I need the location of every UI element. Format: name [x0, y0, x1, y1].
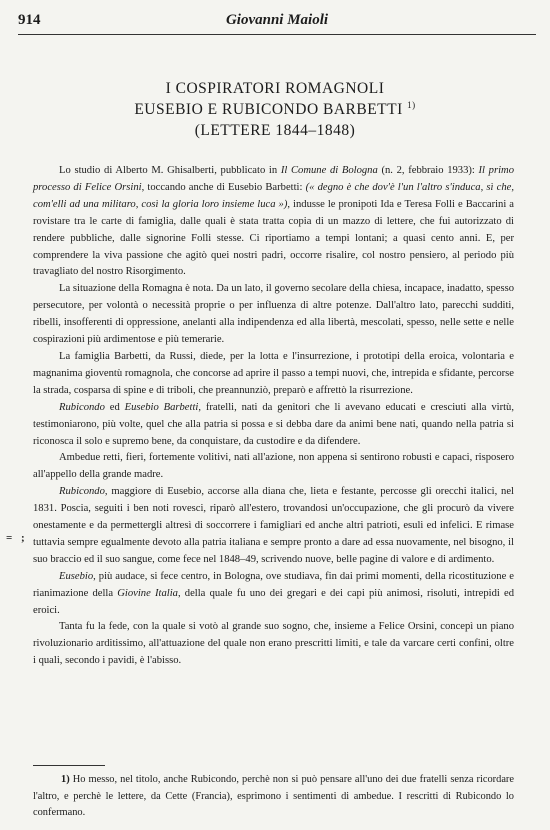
- body-paragraph: [33, 619, 514, 670]
- running-header: [18, 12, 536, 35]
- page-number: 914: [18, 12, 41, 28]
- text-run: La famiglia Barbetti, da Russi, diede, per la lotta e l'insurrezione, i prototipi della eroica, volontaria e magnanima gioventù romagnola, che concorse ad aprire il passo a tempi nuovi, che, intrepida e sfidante, percorse la strada, cosparsa di spine e di triboli, che preannunziò, preparò e affrettò la risurrezione.: [33, 350, 514, 396]
- italic-text-run: Giovine Italia: [117, 587, 178, 599]
- body-paragraph: [33, 281, 514, 349]
- body-paragraph: [33, 163, 514, 281]
- margin-mark: = ;: [6, 532, 28, 544]
- footnote: [33, 772, 514, 822]
- footnote-text: Ho messo, nel titolo, anche Rubicondo, perchè non si può pensare all'uno dei due fratelli senza ricordare l'altro, e perchè le lettere, da Cette (Francia), esprimono i sentimenti di ambedue. I rescritti di Rubicondo lo confermano.: [33, 774, 514, 818]
- article-title-line-2-text: EUSEBIO E RUBICONDO BARBETTI: [134, 101, 403, 119]
- body-paragraph: [33, 484, 514, 569]
- text-run: , della quale fu uno dei gregari e dei capi più animosi, risoluti, intrepidi ed eroici.: [33, 587, 514, 616]
- text-run: La situazione della Romagna è nota. Da un lato, il governo secolare della chiesa, incapace, inadatto, spesso persecutore, per volontà o necessità proprie o per influenza di altre potenze. Dall'altro lato, parecchi sudditi, ribelli, insofferenti di oppressione, anelanti alla indipendenza ed alla libertà, mescolati, spesso, nelle sette e nelle cospirazioni più ardimentose e più temerarie.: [33, 283, 514, 346]
- article-title-line-1: I COSPIRATORI ROMAGNOLI: [165, 80, 385, 97]
- italic-text-run: Il primo processo di Felice Orsini: [33, 165, 514, 193]
- article-body: [33, 163, 514, 670]
- text-run: , maggiore di Eusebio, accorse alla diana che, lieta e festante, percosse gli orecchi italici, nel 1831. Poscia, seguiti i ben noti rovesci, riparò all'estero, trovandosi un'occupazione, che gli procurò da vivere onestamente e da permettergli altresì di soccorrere i famigliari ed anche altri patrioti, esuli ed infelici. E rimase tuttavia sempre egualmente devoto alla patria italiana e sempre pronto a dare ad essa nuovamente, nel bisogno, il suo braccio ed il suo sangue, come fece nel 1848–49, scrivendo nuove, belle pagine di valore e di ardimento.: [33, 486, 514, 565]
- text-run: Tanta fu la fede, con la quale si votò al grande suo sogno, che, insieme a Felice Orsini, concepì un piano rivoluzionario arditissimo, all'attuazione del quale non erano prescritti limiti, e tale da varcare certi confini, oltre i quali, secondo i pavidi, è l'abisso.: [33, 621, 514, 667]
- text-run: (n. 2, febbraio 1933):: [377, 165, 479, 176]
- text-run: , più audace, si fece centro, in Bologna, ove studiava, fin dai primi momenti, della ricostituzione e rianimazione della: [33, 570, 514, 599]
- running-title: Giovanni Maioli: [225, 12, 329, 28]
- text-run: , indusse le pronipoti Ida e Teresa Folli e Baccarini a rovistare tra le carte di famiglia, dalle quali è stata tratta copia di un mazzo di lettere, che fui autorizzato di rendere pubbliche, dalle signorine Folli stesse. Ci riportiamo a tempi lontani; a quasi cento anni. E, per comprendere la viva passione che agitò quei nostri padri, occorre risalire, col nostro pensiero, al periodo più travagliato del nostro Risorgimento.: [33, 198, 514, 278]
- body-paragraph: [33, 349, 514, 400]
- article-title-line-3: (LETTERE 1844–1848): [194, 122, 356, 139]
- italic-text-run: (« degno è che dov'è l'un l'altro s'induca, sì che, com'elli ad una militaro, così la gloria loro insieme luca »): [33, 181, 514, 210]
- text-run: , fratelli, nati da genitori che li avevano educati e cresciuti alla virtù, testimoniarono, più volte, quel che alla patria si possa e si debba dare da animi bene nati, quando nella patria si riconosca il solo e supremo bene, da conquistare, da custodire e da difendere.: [33, 401, 515, 447]
- italic-text-run: Rubicondo: [59, 486, 105, 498]
- text-run: Lo studio di Alberto M. Ghisalberti, pubblicato in: [59, 165, 281, 176]
- article-title-line-2: [20, 100, 530, 119]
- italic-text-run: Eusebio: [59, 570, 94, 582]
- italic-text-run: Eusebio Barbetti: [124, 401, 199, 413]
- footnote-rule: [33, 765, 105, 766]
- text-run: Ambedue retti, fieri, fortemente volitivi, nati all'azione, non appena si sentirono robusti e capaci, risposero all'appello della grande madre.: [33, 452, 514, 481]
- body-paragraph: [33, 400, 514, 451]
- text-run: , toccando anche di Eusebio Barbetti:: [141, 181, 306, 193]
- footnote-reference: 1): [407, 100, 416, 110]
- italic-text-run: Il Comune di Bologna: [280, 165, 378, 176]
- footnote-mark: 1): [61, 774, 70, 785]
- text-run: ed: [104, 401, 125, 413]
- body-paragraph: [33, 450, 514, 484]
- body-paragraph: [33, 569, 514, 620]
- italic-text-run: Rubicondo: [59, 401, 105, 413]
